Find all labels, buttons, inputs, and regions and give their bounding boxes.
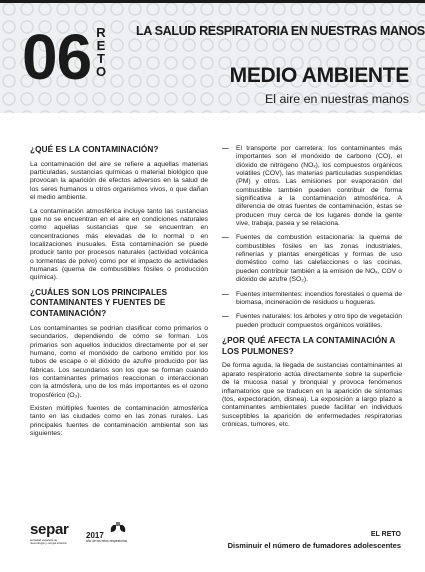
heading-lung-effects: ¿POR QUÉ AFECTA LA CONTAMINACIÓN A LOS PULMONES? (222, 335, 396, 356)
paragraph: Existen múltiples fuentes de contaminación atmosférica tanto en las ciudades como en las zonas rurales. Las principales fuentes de contaminación ambiental son las siguientes: (30, 405, 208, 438)
list-item (222, 313, 402, 330)
year-logo (86, 521, 132, 551)
pollution-sources-list (222, 145, 402, 330)
reto-letter: T (97, 51, 105, 66)
footer-reto-description: Disminuir el número de fumadores adolescentes (227, 541, 401, 550)
reto-letter: E (96, 38, 106, 53)
lungs-icon (108, 521, 128, 533)
list-item (222, 145, 402, 228)
campaign-banner: LA SALUD RESPIRATORIA EN NUESTRAS MANOS (136, 24, 425, 38)
bullet-dash: — (222, 145, 229, 152)
list-item (222, 291, 402, 308)
heading-what-is-pollution: ¿QUÉ ES LA CONTAMINACIÓN? (30, 145, 159, 154)
reto-number: 06 (22, 21, 92, 93)
reto-vertical-label (94, 26, 108, 78)
list-item-text: El transporte por carretera: los contaminantes más importantes son el monóxido de carbono (CO), el dióxido de nitrógeno (NOₓ), los compuestos orgánicos volátiles (COV), las materias particuladas suspendidas (PM) y otros. Las emisiones por evaporación del combustible también pueden contribuir de forma significativa a la contaminación atmosférica. A diferencia de otras fuentes de contaminación, éstas se producen muy cerca de los lugares donde la gente vive, trabaja, pasea y se relaciona. (236, 145, 402, 228)
page-subtitle: El aire en nuestras manos (265, 92, 409, 106)
list-item-text: Fuentes de combustión estacionaria: la quema de combustibles fósiles en las zonas industriales, refinerías y plantas energéticas y formas de uso doméstico como las calefacciones o las cocinas, pueden contribuir también a la emisión de NOₓ, COV o dióxido de azufre (SO₂). (236, 234, 402, 284)
paragraph: La contaminación atmosférica incluye tanto las sustancias que no se encuentran en el aire en condiciones naturales como aquellas sustancias que se encuentran en concentraciones más elevadas de lo normal o en localizaciones inusuales. Esta contaminación se puede producir tanto por procesos naturales (actividad volcánica o tormentas de polvo) como por el impacto de actividades humanas (quema de combustibles fósiles o producción química). (30, 207, 208, 282)
paragraph: De forma aguda, la llegada de sustancias contaminantes al aparato respiratorio actúa directamente sobre la superficie de la mucosa nasal y bronquial y provoca fenómenos inflamatorios que se traducen en la aparición de síntomas (tos, expectoración, disnea). La exposición a largo plazo a contaminantes ambientales puede facilitar en individuos susceptibles la aparición de enfermedades respiratorias crónicas, tumores, etc. (222, 362, 402, 428)
footer-reto-label: EL RETO (370, 531, 401, 538)
reto-letter: R (96, 25, 106, 40)
reto-letter: O (95, 64, 107, 79)
list-item-text: Fuentes naturales: los árboles y otro tipo de vegetación pueden producir compuestos orgánicos volátiles. (236, 313, 402, 329)
heading-main-pollutants: ¿CUÁLES SON LOS PRINCIPALES CONTAMINANTES Y FUENTES DE CONTAMINACIÓN? (30, 287, 168, 319)
page-title: MEDIO AMBIENTE (229, 64, 409, 87)
header-band (0, 0, 425, 113)
separ-logo: separ (30, 521, 69, 538)
separ-logo-tagline: sociedad española de neumología y cirugía torácica (30, 538, 67, 546)
list-item (222, 234, 402, 284)
year-tagline: año de los retos respiratorios (86, 539, 128, 543)
bullet-dash: — (222, 234, 229, 242)
top-rule (0, 0, 425, 3)
list-item-text: Fuentes intermitentes: incendios forestales o quema de biomasa, incineración de residuos u hogueras. (236, 290, 402, 306)
left-column (30, 145, 208, 443)
bullet-dash: — (222, 290, 229, 298)
paragraph: Los contaminantes se podrían clasificar como primarios o secundarios, dependiendo de cómo se forman. Los primarios son aquellos inducidos directamente por el ser humano, como el monóxido de carbono emitido por los tubos de escape o el dióxido de azufre producido por las fábricas. Los secundarios son los que se forman cuando los contaminantes primarios reaccionan o interaccionan con la atmósfera, uno de los más importantes es el ozono troposférico (O₃). (30, 325, 208, 399)
footer (0, 519, 425, 572)
right-column (222, 145, 402, 434)
bullet-dash: — (222, 313, 229, 321)
paragraph: La contaminación del aire se refiere a aquellas materias particuladas, sustancias químicas o material biológico que provocan la aparición de efectos adversos en la salud de los seres humanos u otros organismos vivos, o que dañan el medio ambiente. (30, 160, 208, 202)
year-number: 2017 (86, 531, 104, 540)
